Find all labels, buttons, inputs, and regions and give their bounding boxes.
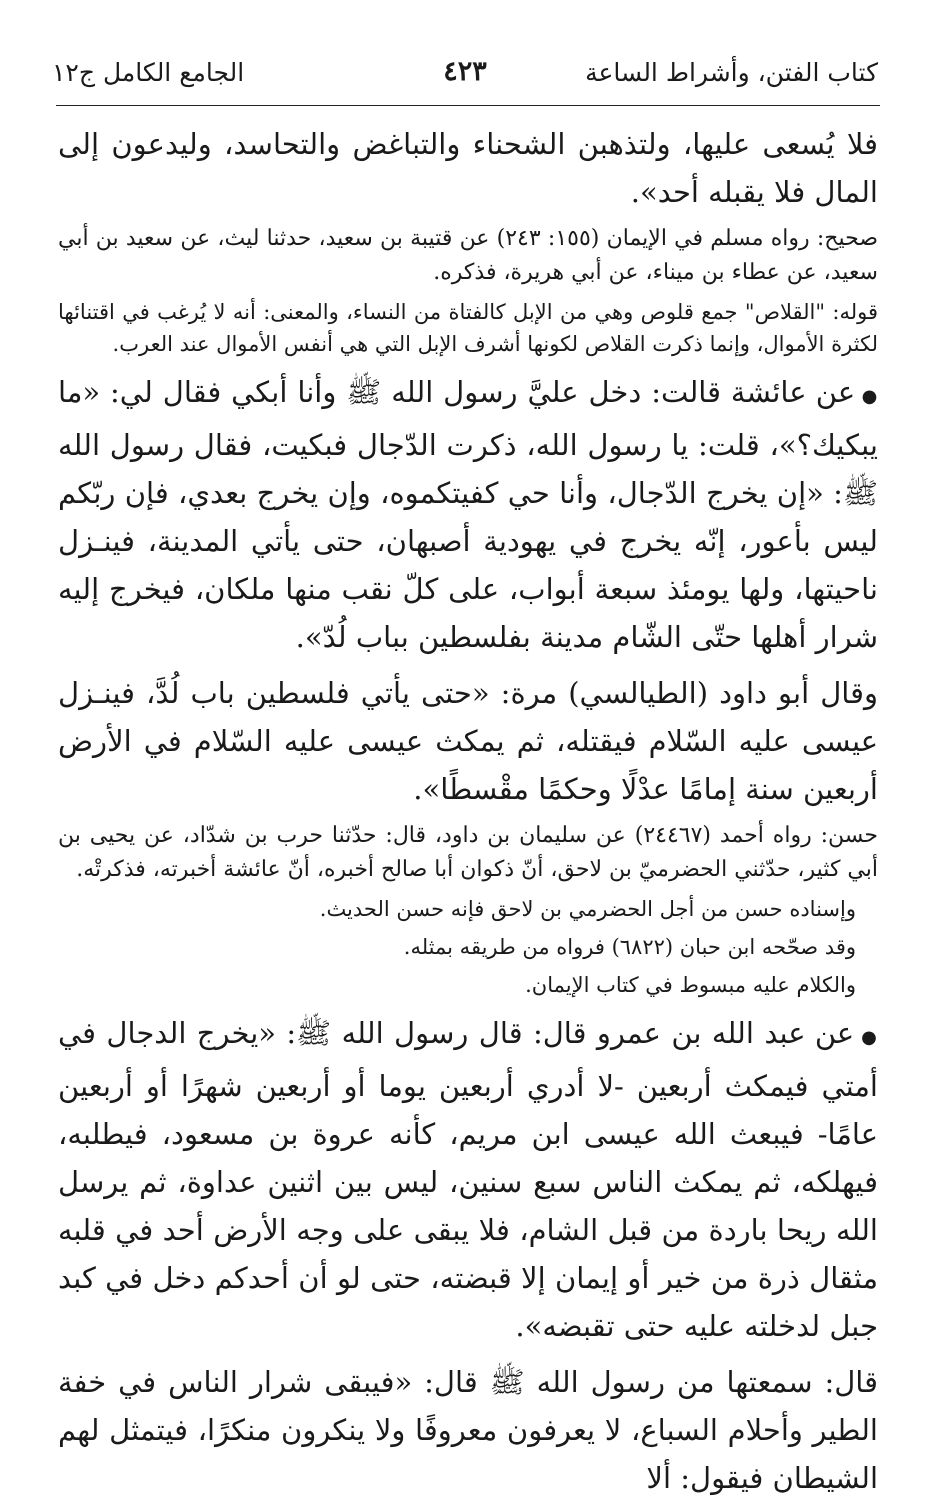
takhrij-note-ahmad: حسن: رواه أحمد (٢٤٤٦٧) عن سليمان بن داود، قال: حدّثنا حرب بن شدّاد، عن يحيى بن أبي كثير، حدّثني الحضرميّ بن لاحق، أنّ ذكوان أبا صالح أخبره، أنّ عائشة أخبرته، فذكرتْه.: [58, 823, 878, 882]
book-title: الجامع الكامل ج١٢: [52, 58, 245, 87]
hadith-abdullah-ibn-amr: [58, 1009, 878, 1350]
hadith-aisha: [58, 368, 878, 661]
hadith-abu-dawud: وقال أبو داود (الطيالسي) مرة: «حتى يأتي فلسطين باب لُدَّ، فينـزل عيسى عليه السّلام فيقتله، ثم يمكث عيسى عليه السّلام في الأرض أربعين سنة إمامًا عدْلًا وحكمًا مقْسطًا».: [58, 676, 878, 806]
hadith-aisha-text: عن عائشة قالت: دخل عليَّ رسول الله ﷺ وأنا أبكي فقال لي: «ما يبكيك؟»، قلت: يا رسول الله، ذكرت الدّجال فبكيت، فقال رسول الله ﷺ: «إن يخرج الدّجال، وأنا حي كفيتكموه، وإن يخرج بعدي، فإن ربّكم ليس بأعور، إنّه يخرج في يهودية أصبهان، حتى يأتي المدينة، فينـزل ناحيتها، ولها يومئذ سبعة أبواب، على كلّ نقب منها ملكان، فيخرج إليه شرار أهلها حتّى الشّام مدينة بفلسطين بباب لُدّ».: [58, 375, 878, 654]
hadith-abdullah-text: عن عبد الله بن عمرو قال: قال رسول الله ﷺ: «يخرج الدجال في أمتي فيمكث أربعين -لا أدري أربعين يوما أو أربعين شهرًا أو أربعين عامًا- فيبعث الله عيسى ابن مريم، كأنه عروة بن مسعود، فيطلبه، فيهلكه، ثم يمكث الناس سبع سنين، ليس بين اثنين عداوة، ثم يرسل الله ريحا باردة من قبل الشام، فلا يبقى على وجه الأرض أحد في قلبه مثقال ذرة من خير أو إيمان إلا قبضته، حتى لو أن أحدكم دخل في كبد جبل لدخلته عليه حتى تقبضه».: [58, 1016, 878, 1343]
page-number: ٤٢٣: [443, 56, 487, 87]
ibn-hibban-note: وقد صحّحه ابن حبان (٦٨٢٢) فرواه من طريقه بمثله.: [403, 935, 856, 959]
hadith-continuation: فلا يُسعى عليها، ولتذهبن الشحناء والتباغض والتحاسد، وليدعون إلى المال فلا يقبله أحد».: [58, 127, 878, 209]
running-header: [52, 56, 878, 96]
reference-note: والكلام عليه مبسوط في كتاب الإيمان.: [525, 973, 856, 997]
bullet-icon: [855, 375, 878, 409]
explanation-note: قوله: "القلاص" جمع قلوص وهي من الإبل كالفتاة من النساء، والمعنى: أنه لا يُرغب في اقتنائها لكثرة الأموال، وإنما ذكرت القلاص لكونها أشرف الإبل التي هي أنفس الأموال عند العرب.: [58, 300, 878, 356]
bullet-icon: [854, 1016, 878, 1050]
hadith-continuation-end: قال: سمعتها من رسول الله ﷺ قال: «فيبقى شرار الناس في خفة الطير وأحلام السباع، لا يعرفون معروفًا ولا ينكرون منكرًا، فيتمثل لهم الشيطان فيقول: ألا: [58, 1365, 878, 1495]
page-content: [58, 120, 878, 1502]
takhrij-note: صحيح: رواه مسلم في الإيمان (١٥٥: ٢٤٣) عن قتيبة بن سعيد، حدثنا ليث، عن سعيد بن أبي سعيد، عن عطاء بن ميناء، عن أبي هريرة، فذكره.: [58, 226, 879, 285]
header-rule: [56, 105, 880, 106]
chapter-title: كتاب الفتن، وأشراط الساعة: [585, 58, 878, 87]
isnad-note: وإسناده حسن من أجل الحضرمي بن لاحق فإنه حسن الحديث.: [319, 897, 856, 921]
